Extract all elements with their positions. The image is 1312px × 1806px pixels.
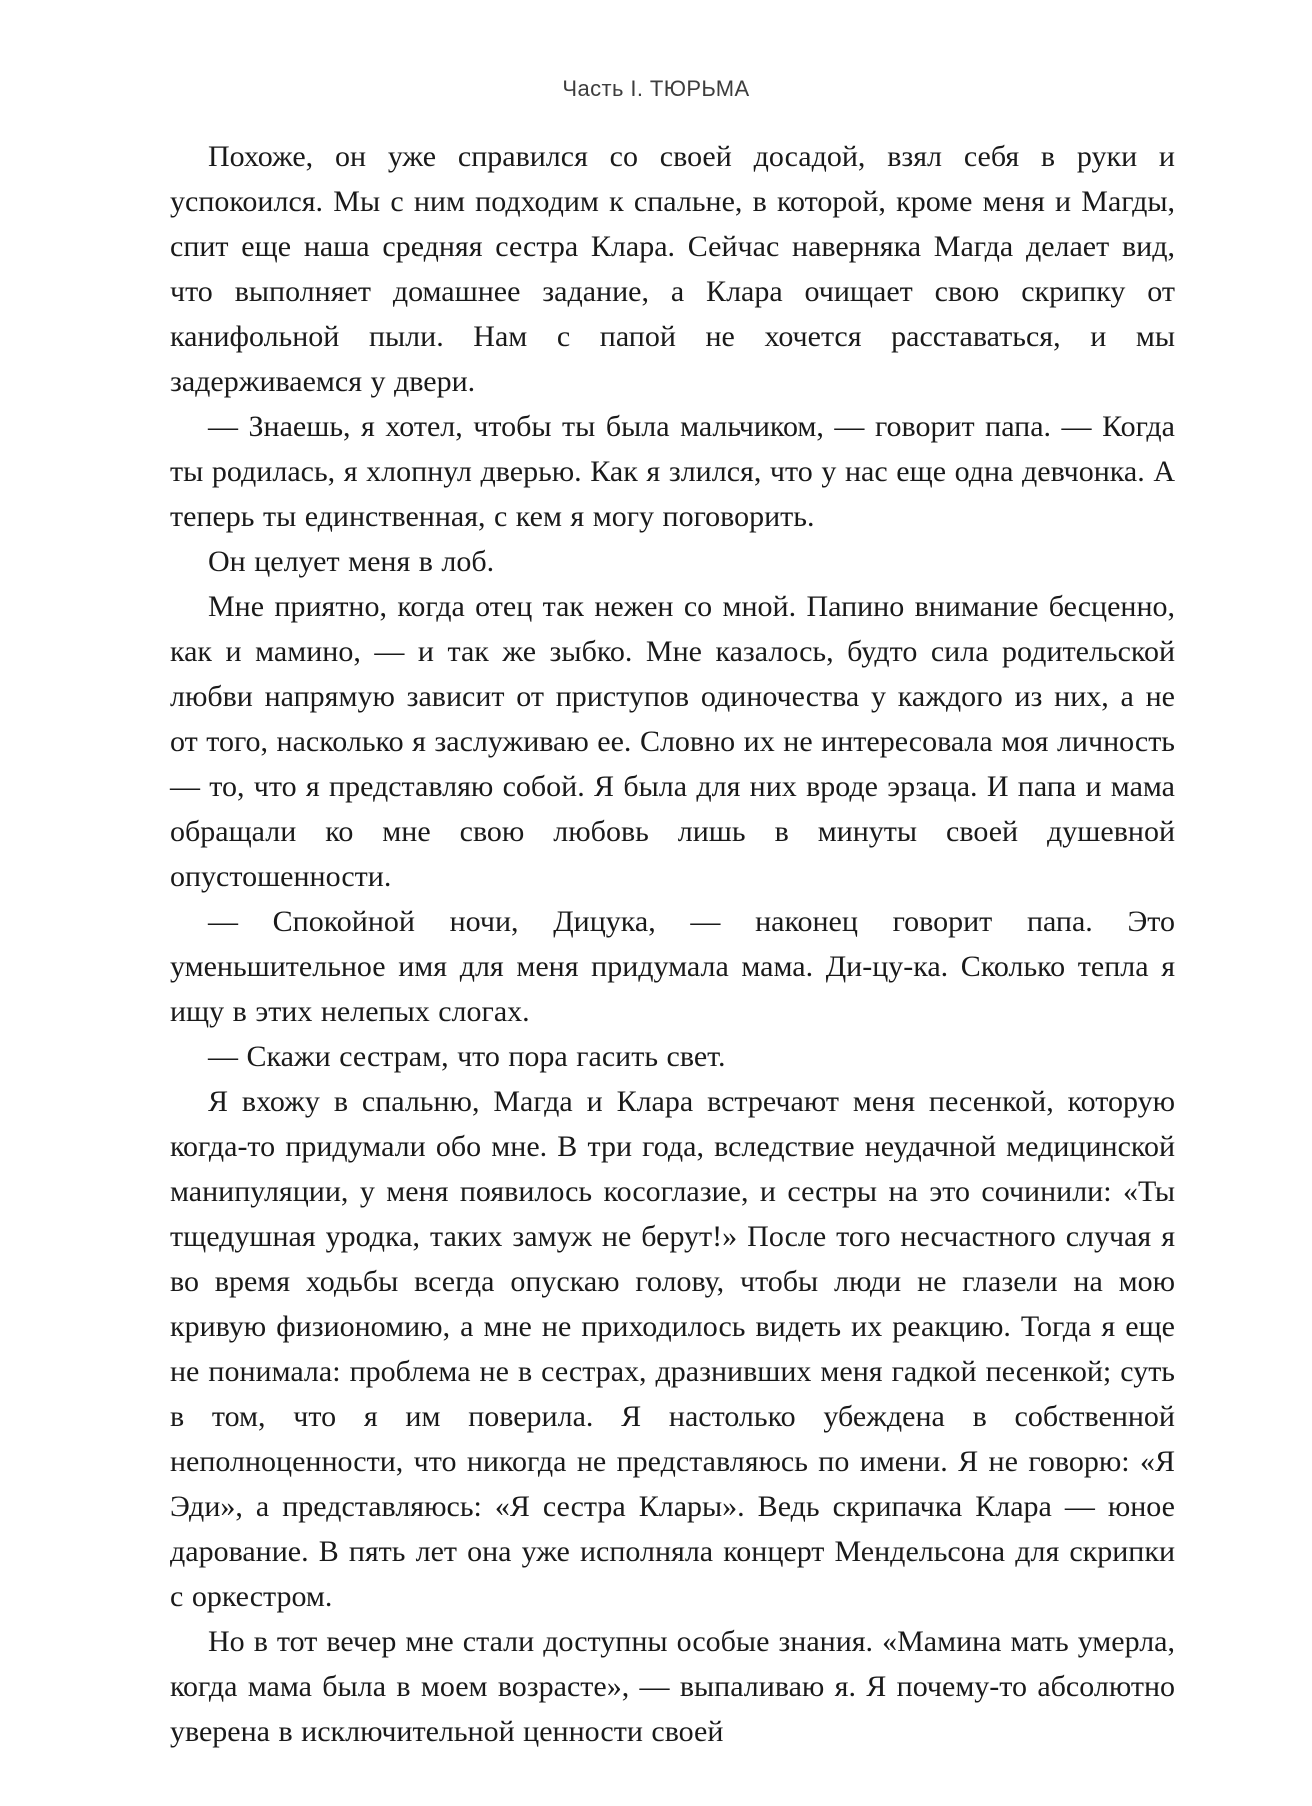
page-body — [170, 134, 1175, 1754]
paragraph: — Спокойной ночи, Дицука, — наконец говорит папа. Это уменьшительное имя для меня придумала мама. Ди-цу-ка. Сколько тепла я ищу в этих нелепых слогах. — [170, 905, 1175, 1028]
paragraph: Он целует меня в лоб. — [208, 545, 495, 578]
paragraph: Похоже, он уже справился со своей досадой, взял себя в руки и успокоился. Мы с ним подходим к спальне, в которой, кроме меня и Магды, спит еще наша средняя сестра Клара. Сейчас наверняка Магда делает вид, что выполняет домашнее задание, а Клара очищает свою скрипку от канифольной пыли. Нам с папой не хочется расставаться, и мы задерживаемся у двери. — [170, 140, 1175, 398]
running-header: Часть I. ТЮРЬМА — [562, 76, 750, 101]
paragraph: — Скажи сестрам, что пора гасить свет. — [208, 1040, 726, 1073]
paragraph: — Знаешь, я хотел, чтобы ты была мальчиком, — говорит папа. — Когда ты родилась, я хлопнул дверью. Как я злился, что у нас еще одна девчонка. А теперь ты единственная, с кем я могу поговорить. — [170, 410, 1175, 533]
paragraph: Мне приятно, когда отец так нежен со мной. Папино внимание бесценно, как и мамино, — и так же зыбко. Мне казалось, будто сила родительской любви напрямую зависит от приступов одиночества у каждого из них, а не от того, насколько я заслуживаю ее. Словно их не интересовала моя личность — то, что я представляю собой. Я была для них вроде эрзаца. И папа и мама обращали ко мне свою любовь лишь в минуты своей душевной опустошенности. — [170, 590, 1175, 893]
paragraph: Я вхожу в спальню, Магда и Клара встречают меня песенкой, которую когда-то придумали обо мне. В три года, вследствие неудачной медицинской манипуляции, у меня появилось косоглазие, и сестры на это сочинили: «Ты тщедушная уродка, таких замуж не берут!» После того несчастного случая я во время ходьбы всегда опускаю голову, чтобы люди не глазели на мою кривую физиономию, а мне не приходилось видеть их реакцию. Тогда я еще не понимала: проблема не в сестрах, дразнивших меня гадкой песенкой; суть в том, что я им поверила. Я настолько убеждена в собственной неполноценности, что никогда не представляюсь по имени. Я не говорю: «Я Эди», а представляюсь: «Я сестра Клары». Ведь скрипачка Клара — юное дарование. В пять лет она уже исполняла концерт Мендельсона для скрипки с оркестром. — [170, 1085, 1175, 1613]
paragraph: Но в тот вечер мне стали доступны особые знания. «Мамина мать умерла, когда мама была в моем возрасте», — выпаливаю я. Я почему-то абсолютно уверена в исключительной ценности своей — [170, 1625, 1175, 1748]
